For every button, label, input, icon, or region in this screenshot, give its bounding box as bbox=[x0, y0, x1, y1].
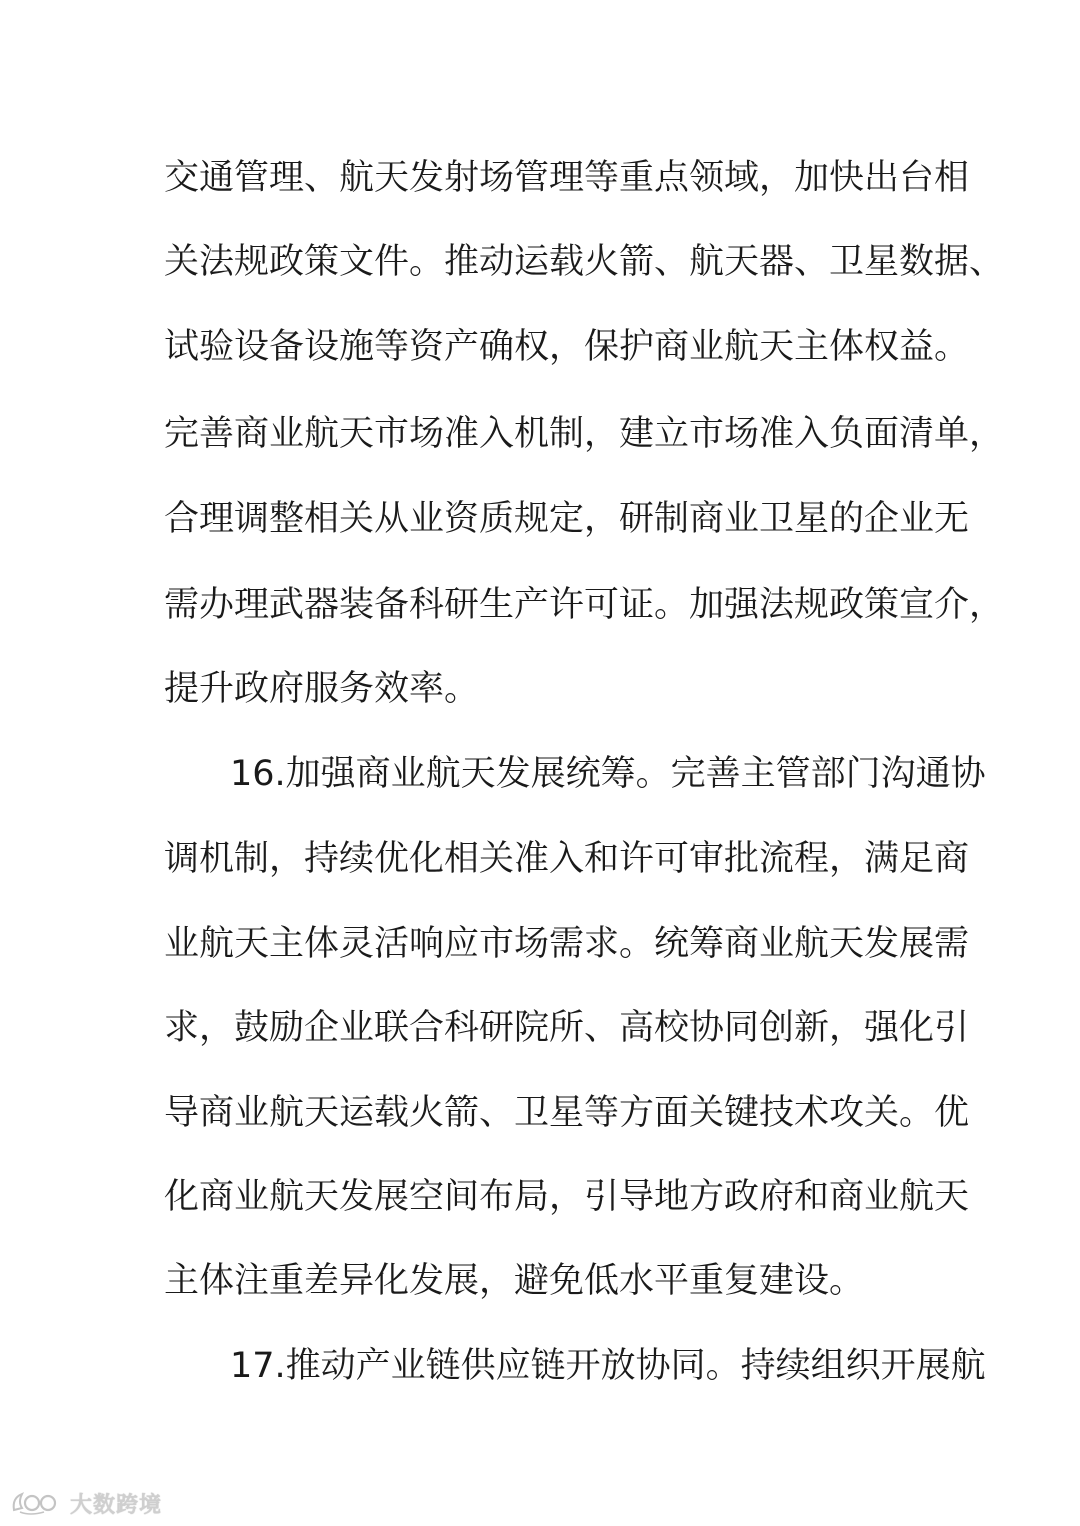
section-heading-line: 16.加强商业航天发展统筹。完善主管部门沟通协 bbox=[230, 754, 986, 794]
text-line: 调机制，持续优化相关准入和许可审批流程，满足商 bbox=[164, 839, 970, 879]
text-line: 求，鼓励企业联合科研院所、高校协同创新，强化引 bbox=[164, 1008, 970, 1048]
text-line: 需办理武器装备科研生产许可证。加强法规政策宣介， bbox=[164, 585, 1005, 625]
text-line: 交通管理、航天发射场管理等重点领域，加快出台相 bbox=[164, 158, 970, 198]
text-line: 导商业航天运载火箭、卫星等方面关键技术攻关。优 bbox=[164, 1093, 970, 1133]
text-line: 完善商业航天市场准入机制，建立市场准入负面清单， bbox=[164, 414, 1005, 454]
watermark-text: 大数跨境 bbox=[70, 1492, 163, 1518]
text-line: 业航天主体灵活响应市场需求。统筹商业航天发展需 bbox=[164, 924, 970, 964]
text-line: 合理调整相关从业资质规定，研制商业卫星的企业无 bbox=[164, 499, 970, 539]
text-line: 试验设备设施等资产确权，保护商业航天主体权益。 bbox=[164, 327, 970, 367]
text-line: 化商业航天发展空间布局，引导地方政府和商业航天 bbox=[164, 1177, 970, 1217]
watermark-logo-icon bbox=[10, 1488, 64, 1518]
section-heading-line: 17.推动产业链供应链开放协同。持续组织开展航 bbox=[230, 1346, 986, 1386]
text-line: 关法规政策文件。推动运载火箭、航天器、卫星数据、 bbox=[164, 242, 1005, 282]
text-line: 提升政府服务效率。 bbox=[164, 669, 480, 709]
text-line: 主体注重差异化发展，避免低水平重复建设。 bbox=[164, 1261, 865, 1301]
watermark bbox=[10, 1486, 162, 1520]
